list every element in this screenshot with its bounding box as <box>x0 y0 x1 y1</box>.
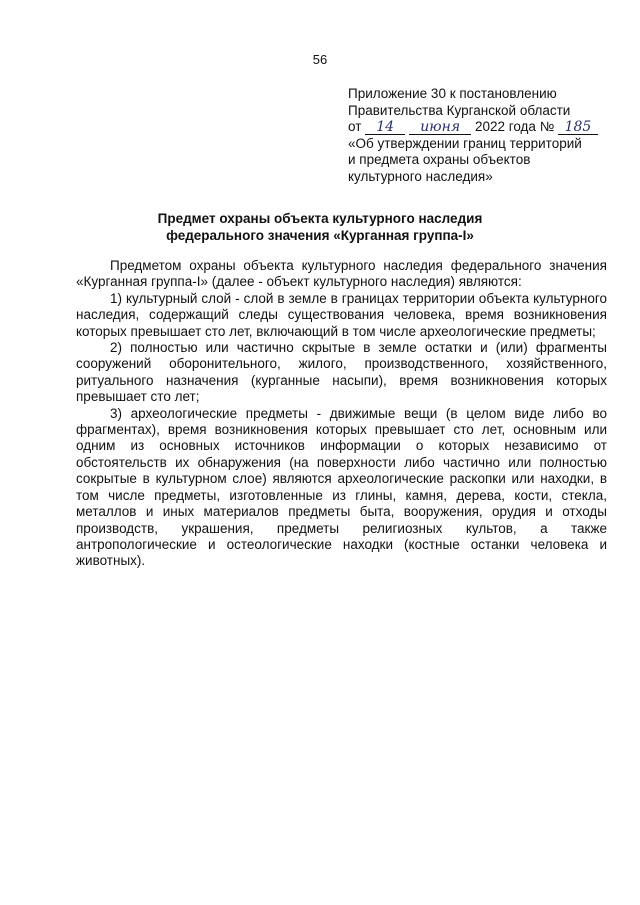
handwritten-day: 14 <box>365 119 405 136</box>
page-number: 56 <box>312 52 328 67</box>
paragraph-item-1: 1) культурный слой - слой в земле в границах территории объекта культурного наследия, содержащий следы существования человека, время возникновения которых превышает сто лет, включающий в том числе археологические предметы; <box>76 290 607 339</box>
paragraph-item-3: 3) археологические предметы - движимые вещи (в целом виде либо во фрагментах), время возникновения которых превышает сто лет, основным или одним из основных источников информации о которых независимо от обстоятельств их обнаружения (на поверхности либо частично или полностью сокрытые в культурном слое) являются археологические раскопки или находки, в том числе предметы, изготовленные из глины, камня, дерева, кости, стекла, металлов и иных материалов предметы быта, вооружения, орудия и отходы производств, украшения, предметы религиозных культов, а также антропологические и остеологические находки (костные останки человека и животных). <box>76 405 607 569</box>
paragraph-intro: Предметом охраны объекта культурного наследия федерального значения «Курганная группа-I» (далее - объект культурного наследия) являются: <box>76 258 607 290</box>
year-text: 2022 года № <box>474 119 555 135</box>
appendix-block <box>348 86 618 186</box>
appendix-line-1: Приложение 30 к постановлению <box>348 86 557 101</box>
appendix-line-6: культурного наследия» <box>348 168 493 184</box>
body-text <box>76 258 607 570</box>
appendix-line-2: Правительства Курганской области <box>348 102 571 118</box>
handwritten-month: июня <box>409 119 471 136</box>
handwritten-number: 185 <box>558 119 598 136</box>
document-title <box>0 210 640 244</box>
appendix-line-5: и предмета охраны объектов <box>348 152 531 168</box>
appendix-line-4: «Об утверждении границ территорий <box>348 135 582 151</box>
title-line-1: Предмет охраны объекта культурного наследия <box>157 211 483 226</box>
paragraph-item-2: 2) полностью или частично скрытые в земле остатки и (или) фрагменты сооружений оборонительного, жилого, производственного, хозяйственного, ритуального назначения (курганные насыпи), время возникновения которых превышает сто лет; <box>76 340 607 405</box>
appendix-date-line <box>348 119 618 136</box>
date-prefix: от <box>348 119 362 135</box>
title-line-2: федерального значения «Курганная группа-I» <box>166 228 474 243</box>
